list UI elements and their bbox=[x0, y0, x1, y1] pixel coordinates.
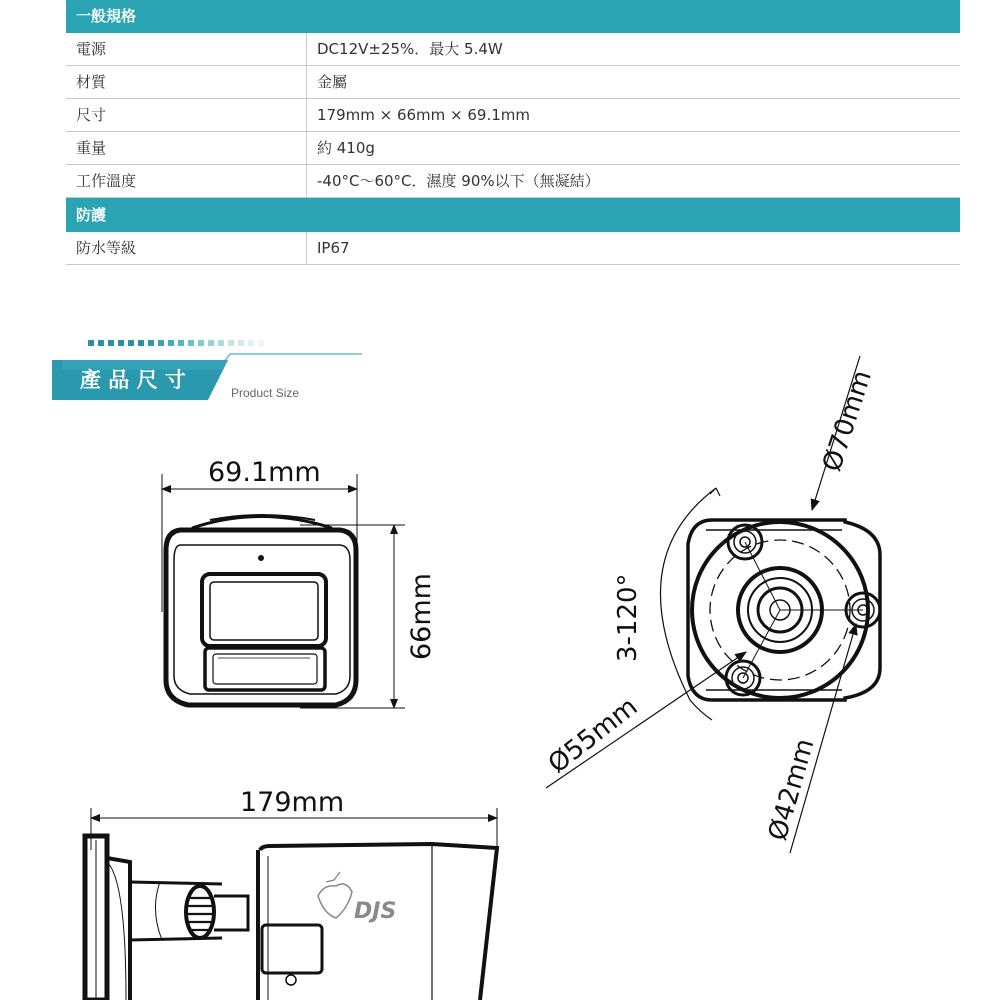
section-header-protection: 防護 bbox=[66, 198, 960, 232]
width-dimension-label: 69.1mm bbox=[208, 457, 321, 488]
base-outer-dimension-label: Ø70mm bbox=[817, 366, 878, 476]
section-header-general: 一般規格 bbox=[66, 0, 960, 33]
product-size-title: 產 品 尺 寸 bbox=[80, 368, 186, 392]
spec-value: -40°C～60°C．濕度 90%以下（無凝結） bbox=[317, 172, 600, 190]
spec-value: 金屬 bbox=[317, 73, 348, 91]
spec-label: 工作溫度 bbox=[66, 165, 307, 197]
inner-dimension-label: Ø42mm bbox=[762, 735, 821, 844]
screw-pattern-label: 3-120° bbox=[613, 573, 643, 662]
front-view-drawing bbox=[162, 474, 405, 708]
brand-logo-text: DJS bbox=[354, 899, 397, 924]
spec-label: 電源 bbox=[66, 33, 307, 65]
spec-label: 重量 bbox=[66, 132, 307, 164]
length-dimension-label: 179mm bbox=[240, 787, 345, 818]
spec-value: DC12V±25%．最大 5.4W bbox=[317, 40, 503, 58]
spec-label: 尺寸 bbox=[66, 99, 307, 131]
spec-label: 防水等級 bbox=[66, 232, 307, 264]
side-view-drawing bbox=[85, 808, 497, 1000]
spec-value: 約 410g bbox=[317, 139, 375, 157]
spec-value: 179mm × 66mm × 69.1mm bbox=[317, 106, 530, 124]
height-dimension-label: 66mm bbox=[406, 573, 437, 660]
spec-label: 材質 bbox=[66, 66, 307, 98]
spec-value: IP67 bbox=[317, 239, 350, 257]
base-circle-dimension-label: Ø55mm bbox=[542, 691, 644, 780]
djs-logo bbox=[318, 872, 396, 924]
product-size-subtitle: Product Size bbox=[231, 386, 300, 400]
